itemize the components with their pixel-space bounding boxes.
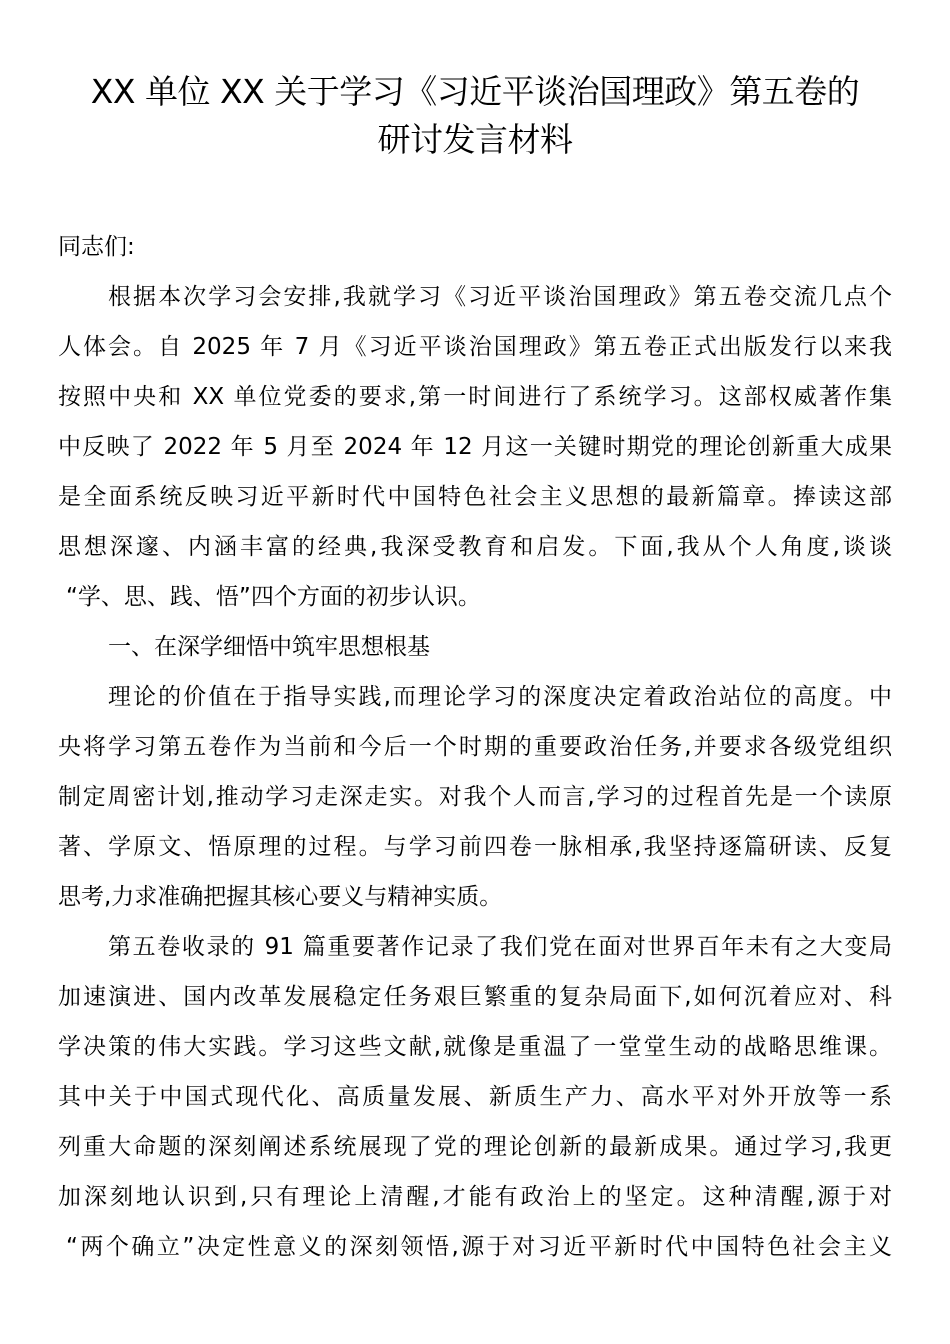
title-line-2: 研讨发言材料 xyxy=(377,120,573,159)
body-lines xyxy=(58,272,892,1272)
paragraph-line: 理论的价值在于指导实践,而理论学习的深度决定着政治站位的高度。中 xyxy=(108,684,892,710)
paragraph-line: 加速演进、国内改革发展稳定任务艰巨繁重的复杂局面下,如何沉着应对、科 xyxy=(58,984,892,1010)
paragraph-line: 中反映了 2022 年 5 月至 2024 年 12 月这一关键时期党的理论创新重大成果 xyxy=(58,434,892,460)
paragraph-line: 思想深邃、内涵丰富的经典,我深受教育和启发。下面,我从个人角度,谈谈 xyxy=(58,534,892,560)
paragraph-line: 央将学习第五卷作为当前和今后一个时期的重要政治任务,并要求各级党组织 xyxy=(58,734,892,760)
title-line-1: XX 单位 XX 关于学习《习近平谈治国理政》第五卷的 xyxy=(90,72,860,111)
paragraph-line: “两个确立”决定性意义的深刻领悟,源于对习近平新时代中国特色社会主义 xyxy=(66,1234,892,1260)
paragraph-line: 著、学原文、悟原理的过程。与学习前四卷一脉相承,我坚持逐篇研读、反复 xyxy=(58,834,892,860)
section-heading: 一、在深学细悟中筑牢思想根基 xyxy=(108,634,430,660)
paragraph-line: 第五卷收录的 91 篇重要著作记录了我们党在面对世界百年未有之大变局 xyxy=(108,934,892,960)
paragraph-line: 其中关于中国式现代化、高质量发展、新质生产力、高水平对外开放等一系 xyxy=(58,1084,892,1110)
paragraph-line: “学、思、践、悟”四个方面的初步认识。 xyxy=(66,584,481,610)
document-body xyxy=(58,222,892,1272)
paragraph-line: 列重大命题的深刻阐述系统展现了党的理论创新的最新成果。通过学习,我更 xyxy=(58,1134,892,1160)
paragraph-line: 是全面系统反映习近平新时代中国特色社会主义思想的最新篇章。捧读这部 xyxy=(58,484,892,510)
document-title xyxy=(0,68,950,164)
paragraph-line: 加深刻地认识到,只有理论上清醒,才能有政治上的坚定。这种清醒,源于对 xyxy=(58,1184,892,1210)
paragraph-line: 制定周密计划,推动学习走深走实。对我个人而言,学习的过程首先是一个读原 xyxy=(58,784,892,810)
salutation: 同志们: xyxy=(58,234,135,260)
paragraph-line: 思考,力求准确把握其核心要义与精神实质。 xyxy=(58,884,503,910)
paragraph-line: 根据本次学习会安排,我就学习《习近平谈治国理政》第五卷交流几点个 xyxy=(108,284,892,310)
paragraph-line: 人体会。自 2025 年 7 月《习近平谈治国理政》第五卷正式出版发行以来我 xyxy=(58,334,892,360)
paragraph-line: 学决策的伟大实践。学习这些文献,就像是重温了一堂堂生动的战略思维课。 xyxy=(58,1034,892,1060)
paragraph-line: 按照中央和 XX 单位党委的要求,第一时间进行了系统学习。这部权威著作集 xyxy=(58,384,892,410)
